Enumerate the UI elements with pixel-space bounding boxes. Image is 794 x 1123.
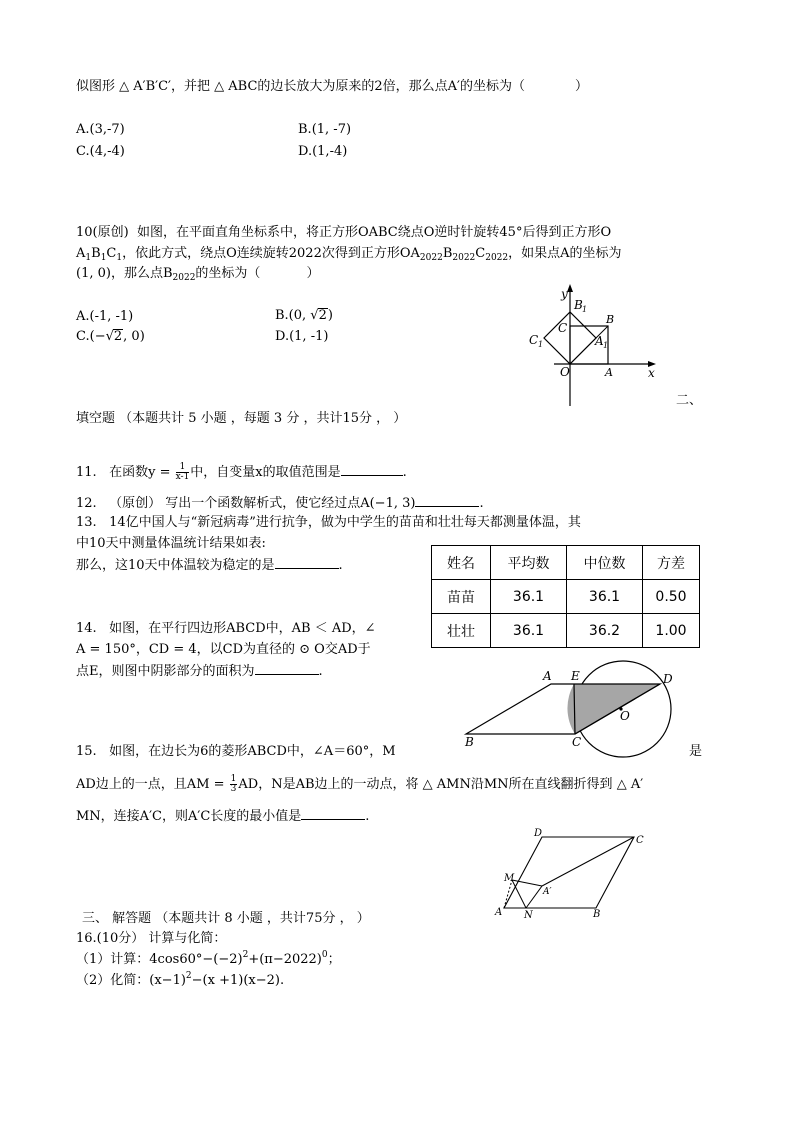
fig10-label-o: O	[560, 365, 570, 379]
fig15-label-d: D	[534, 828, 543, 839]
q13-line3: 那么，这10天中体温较为稳定的是 .	[76, 558, 343, 573]
q16-part2: （2）化简：$(x-1)^2-(x +1)(x-2)$.	[76, 971, 285, 988]
q15-line1-end: 是	[689, 744, 703, 759]
temperature-stats-table	[431, 545, 700, 648]
q14-line3: 点E，则图中阴影部分的面积为 .	[76, 664, 323, 679]
table-cell: 36.1	[491, 614, 567, 648]
fig10-label-a1: A	[595, 334, 604, 348]
fig15-label-b: B	[593, 909, 601, 920]
q10-line2: $A_1B_1C_1$，依此方式，绕点O连续旋转2022次得到正方形$OA_{2022}B_{2022}C_{2022}$，如果点A的坐标为	[76, 246, 622, 263]
q14-figure	[462, 666, 682, 766]
fig10-label-b1-sub: 1	[582, 305, 588, 314]
q13-line2: 中10天中测量体温统计结果如表:	[76, 536, 266, 551]
fig10-label-x: x	[648, 366, 655, 380]
table-cell: 1.00	[643, 614, 700, 648]
fig10-label-a1-sub: 1	[603, 341, 609, 350]
section2-header: 填空题 （本题共计 5 小题 ，每题 3 分 ，共计15分 ， ）	[76, 411, 407, 426]
fig14-label-a: A	[543, 669, 552, 683]
q10-option-a[interactable]: A.(-1, -1)	[76, 309, 134, 324]
q13-line1: 13. 14亿中国人与“新冠病毒”进行抗争，做为中学生的苗苗和壮壮每天都测量体温，其	[76, 515, 581, 530]
fig10-label-c: C	[558, 321, 568, 335]
q15-line1: 15. 如图，在边长为6的菱形ABCD中，∠A＝60°，M	[76, 744, 396, 759]
fig10-label-y: y	[561, 287, 568, 301]
table-cell: 36.1	[491, 580, 567, 614]
fig14-label-b: B	[465, 735, 474, 749]
fig15-label-m: M	[504, 873, 515, 884]
q10-line1: 10(原创) 如图，在平面直角坐标系中，将正方形OABC绕点O逆时针旋转45°后得到正方形O	[76, 225, 612, 240]
q15-figure	[494, 826, 654, 922]
table-header-cell: 姓名	[432, 546, 491, 580]
q16-part1: （1）计算：$4\cos 60^\circ-(-2)^2+(\pi-2022)^0$；	[76, 950, 341, 967]
table-cell: 36.1	[567, 580, 643, 614]
q9-option-d[interactable]: D.(1,-4)	[298, 144, 348, 159]
fig14-label-e: E	[571, 669, 580, 683]
fig10-label-c1-sub: 1	[538, 340, 544, 349]
q14-line1: 14. 如图，在平行四边形ABCD中，AB ＜ AD，∠	[76, 621, 376, 636]
fig15-label-a1: A′	[543, 887, 552, 897]
fig10-label-b: B	[606, 313, 615, 326]
q12: 12. （原创） 写出一个函数解析式，使它经过点A(−1, 3) .	[76, 496, 484, 511]
table-cell: 苗苗	[432, 580, 491, 614]
fig10-label-a: A	[605, 366, 613, 379]
fig15-label-c: C	[636, 835, 644, 846]
q11: 11. 在函数y = $\frac{1}{x-1}$ 中，自变量x的取值范围是 .	[76, 462, 407, 482]
q16-head: 16.(10分） 计算与化简：	[76, 931, 227, 946]
q15-line3: MN，连接A′C，则A′C长度的最小值是 .	[76, 809, 370, 824]
q10-option-c[interactable]: C.(−√2, 0)	[76, 329, 145, 344]
q9-option-a[interactable]: A.(3,-7)	[76, 122, 125, 137]
q9-stem: 似图形 △ A′B′C′，并把 △ ABC的边长放大为原来的2倍，那么点A′的坐标为（ ）	[76, 79, 589, 94]
section2-tail: 二、	[676, 393, 703, 408]
table-cell: 0.50	[643, 580, 700, 614]
table-cell: 36.2	[567, 614, 643, 648]
table-header-cell: 方差	[643, 546, 700, 580]
table-header-row	[432, 546, 700, 580]
fig14-label-o: O	[620, 709, 630, 723]
table-cell: 壮壮	[432, 614, 491, 648]
fig14-label-d: D	[663, 672, 673, 686]
q9-option-c[interactable]: C.(4,-4)	[76, 144, 125, 159]
q10-option-b[interactable]: B.(0, √2)	[275, 308, 333, 323]
table-row	[432, 580, 700, 614]
fig15-label-n: N	[524, 910, 533, 921]
q10-line3: (1, 0)，那么点$B_{2022}$的坐标为（ ）	[76, 266, 320, 283]
q10-option-d[interactable]: D.(1, -1)	[275, 329, 329, 344]
fig15-label-a: A	[495, 907, 503, 918]
fig10-label-b1: B	[574, 298, 583, 312]
q15-line2: AD边上的一点，且AM = $\frac{1}{3}$ AD，N是AB边上的一动点，将 △ AMN沿MN所在直线翻折得到 △ A′	[76, 774, 644, 794]
table-header-cell: 平均数	[491, 546, 567, 580]
fig10-label-c1: C	[529, 333, 539, 347]
section3-header: 三、 解答题 （本题共计 8 小题 ，共计75分 ， ）	[82, 911, 370, 926]
fig14-label-c: C	[572, 735, 582, 749]
q10-figure	[520, 284, 660, 408]
table-row	[432, 614, 700, 648]
table-header-cell: 中位数	[567, 546, 643, 580]
q14-line2: A = 150°，CD = 4，以CD为直径的 ⊙ O交AD于	[76, 642, 371, 657]
q9-option-b[interactable]: B.(1, -7)	[298, 122, 352, 137]
